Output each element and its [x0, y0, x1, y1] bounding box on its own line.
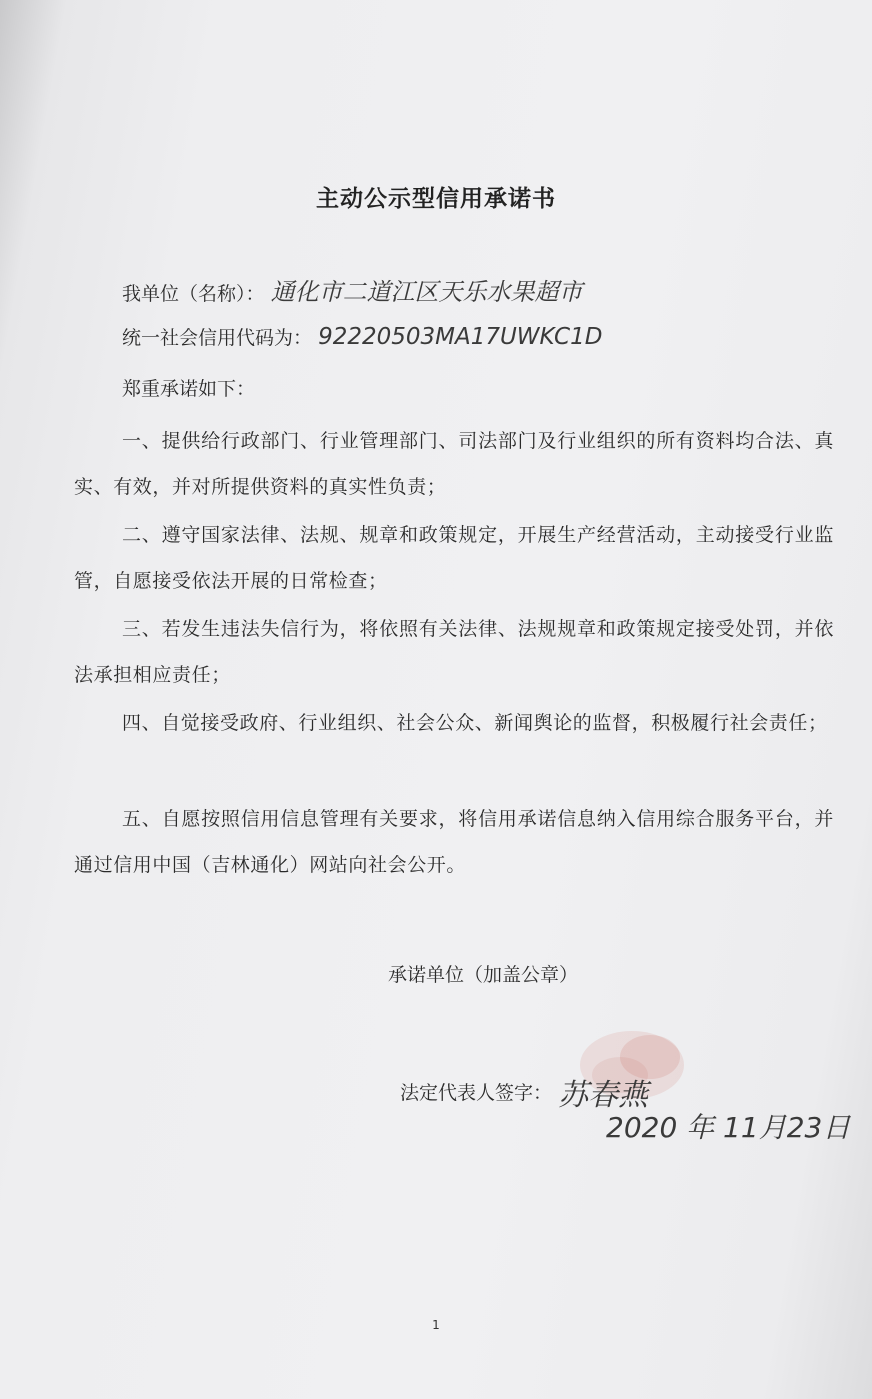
clause-2: 二、遵守国家法律、法规、规章和政策规定，开展生产经营活动，主动接受行业监管，自愿接受依法开展的日常检查；: [74, 524, 834, 592]
signature-handwritten: 苏春燕: [558, 1078, 649, 1113]
legal-rep-line: [400, 1064, 649, 1113]
document-title: 主动公示型信用承诺书: [316, 186, 556, 212]
clause-1: 一、提供给行政部门、行业管理部门、司法部门及行业组织的所有资料均合法、真实、有效，并对所提供资料的真实性负责；: [74, 430, 834, 498]
credit-code-handwritten: 92220503MA17UWKC1D: [318, 324, 603, 350]
intro-line: 郑重承诺如下：: [122, 378, 256, 400]
clause-3: 三、若发生违法失信行为，将依照有关法律、法规规章和政策规定接受处罚，并依法承担相应责任；: [74, 618, 834, 686]
clause-4: 四、自觉接受政府、行业组织、社会公众、新闻舆论的监督，积极履行社会责任；: [122, 712, 828, 734]
date-handwritten: 2020 年 11月23日: [606, 1111, 851, 1144]
unit-line: [122, 272, 583, 307]
legal-rep-label: 法定代表人签字：: [400, 1082, 553, 1104]
credit-code-label: 统一社会信用代码为：: [122, 327, 313, 349]
signing-unit-line: 承诺单位（加盖公章）: [388, 964, 579, 986]
clause-5: 五、自愿按照信用信息管理有关要求，将信用承诺信息纳入信用综合服务平台，并通过信用中国（吉林通化）网站向社会公开。: [74, 808, 834, 876]
credit-code-line: [122, 323, 602, 350]
unit-name-handwritten: 通化市二道江区天乐水果超市: [270, 278, 583, 306]
unit-label: 我单位（名称）：: [122, 283, 265, 305]
page-number: 1: [432, 1318, 440, 1332]
